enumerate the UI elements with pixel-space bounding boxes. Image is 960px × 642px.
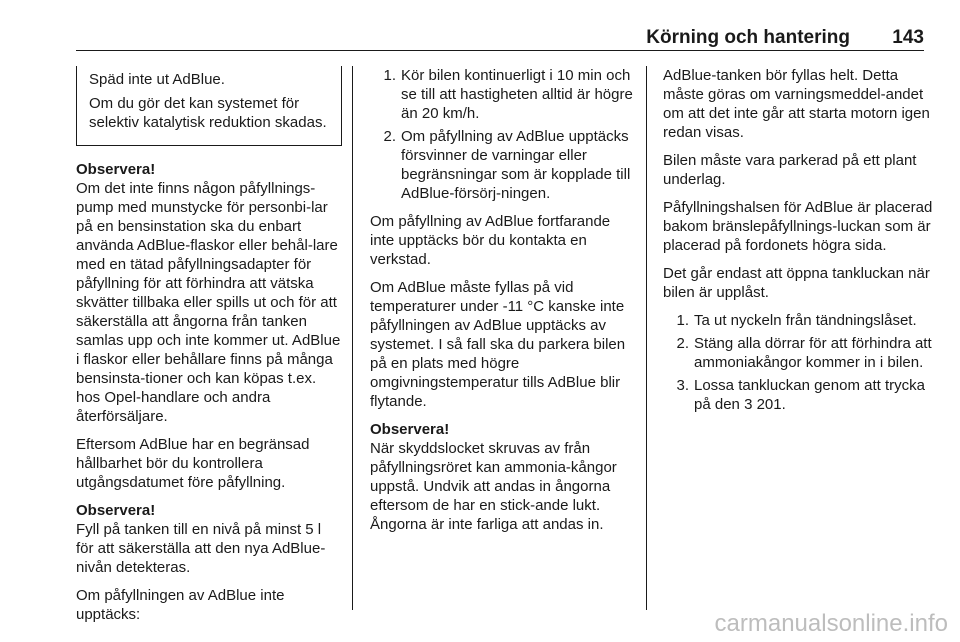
step-3-text: Lossa tankluckan genom att trycka på den xyxy=(694,377,925,413)
list-item xyxy=(663,334,933,372)
notice-3-heading: Observera! xyxy=(370,421,450,438)
notice-3-body: När skyddslocket skruvas av från påfyllningsröret kan ammonia-kångor uppstå. Undvik att andas in ångorna eftersom de har en stick-ande lukt. Ångorna är inte farliga att andas in. xyxy=(370,440,617,533)
paragraph-unlocked: Det går endast att öppna tankluckan när bilen är upplåst. xyxy=(663,265,930,301)
page-header-title: Körning och hantering xyxy=(646,27,850,48)
header-rule xyxy=(76,50,924,51)
list-item xyxy=(370,127,636,203)
column-3 xyxy=(663,66,933,423)
paragraph-filler-neck: Påfyllningshalsen för AdBlue är placerad bakom bränslepåfyllnings-luckan som är placerad på fordonets högra sida. xyxy=(663,199,933,254)
paragraph-temperature: Om AdBlue måste fyllas på vid temperaturer under -11 °C kanske inte påfyllningen av AdBlue upptäcks av systemet. I så fall ska du parkera bilen på en plats med högre omgivningstemperatur tills AdBlue blir flytande. xyxy=(370,279,626,410)
list-item xyxy=(370,66,636,123)
step-number: 1. xyxy=(676,312,689,329)
watermark: carmanualsonline.info xyxy=(714,610,948,637)
warning-box-line-2: Om du gör det kan systemet för selektiv katalytisk reduktion skadas. xyxy=(89,95,327,131)
notice-1-heading: Observera! xyxy=(76,161,156,178)
step-text: Om påfyllning av AdBlue upptäcks försvinner de varningar eller begränsningar som är kopplade till AdBlue-försörj-ningen. xyxy=(401,128,631,202)
step-number: 2. xyxy=(676,335,689,352)
page-number: 143 xyxy=(892,27,924,48)
steps-list-col3 xyxy=(663,311,933,414)
paragraph-not-detected: Om påfyllningen av AdBlue inte upptäcks: xyxy=(76,587,285,623)
page-reference-icon: 3 xyxy=(744,396,753,413)
notice-1-body: Om det inte finns någon påfyllnings-pump med munstycke för personbi-lar på en bensinstation ska du enbart använda AdBlue-flaskor eller behål-lare med en tätad påfyllningsadapter för påfyllning för att förhindra att vätska skvätter tillbaka eller spills ut och för att säkerställa att ångorna från tanken samlas upp och inte kommer ut. AdBlue i flaskor eller behållare finns på många bensinsta-tioner och kan köpas t.ex. hos Opel-handlare och andra återförsäljare. xyxy=(76,180,341,425)
step-text: Kör bilen kontinuerligt i 10 min och se till att hastigheten alltid är högre än 20 km/h. xyxy=(401,67,633,122)
step-number: 3. xyxy=(676,377,689,394)
paragraph-contact-workshop: Om påfyllning av AdBlue fortfarande inte upptäcks bör du kontakta en verkstad. xyxy=(370,213,611,268)
page-reference-link[interactable]: 201. xyxy=(756,396,786,413)
column-divider-2 xyxy=(646,66,647,610)
step-number: 1. xyxy=(383,67,396,84)
step-number: 2. xyxy=(383,128,396,145)
notice-2-body: Fyll på tanken till en nivå på minst 5 l för att säkerställa att den nya AdBlue-nivån detekteras. xyxy=(76,521,326,576)
list-item xyxy=(663,376,933,414)
paragraph-expiry: Eftersom AdBlue har en begränsad hållbarhet bör du kontrollera utgångsdatumet före påfyllning. xyxy=(76,436,310,491)
paragraph-level-ground: Bilen måste vara parkerad på ett plant underlag. xyxy=(663,152,917,188)
step-text xyxy=(694,376,933,414)
step-text: Stäng alla dörrar för att förhindra att ammoniakångor kommer in i bilen. xyxy=(694,335,932,371)
column-1 xyxy=(76,66,342,633)
steps-list-col2 xyxy=(370,66,636,203)
column-divider-1 xyxy=(352,66,353,610)
step-text: Ta ut nyckeln från tändningslåset. xyxy=(694,312,917,329)
paragraph-fill-completely: AdBlue-tanken bör fyllas helt. Detta måste göras om varningsmeddel-andet om att det inte går att starta motorn igen redan visas. xyxy=(663,67,930,141)
warning-box xyxy=(76,66,342,146)
notice-2-heading: Observera! xyxy=(76,502,156,519)
list-item xyxy=(663,311,933,330)
warning-box-line-1: Späd inte ut AdBlue. xyxy=(89,71,225,88)
column-2 xyxy=(370,66,636,543)
